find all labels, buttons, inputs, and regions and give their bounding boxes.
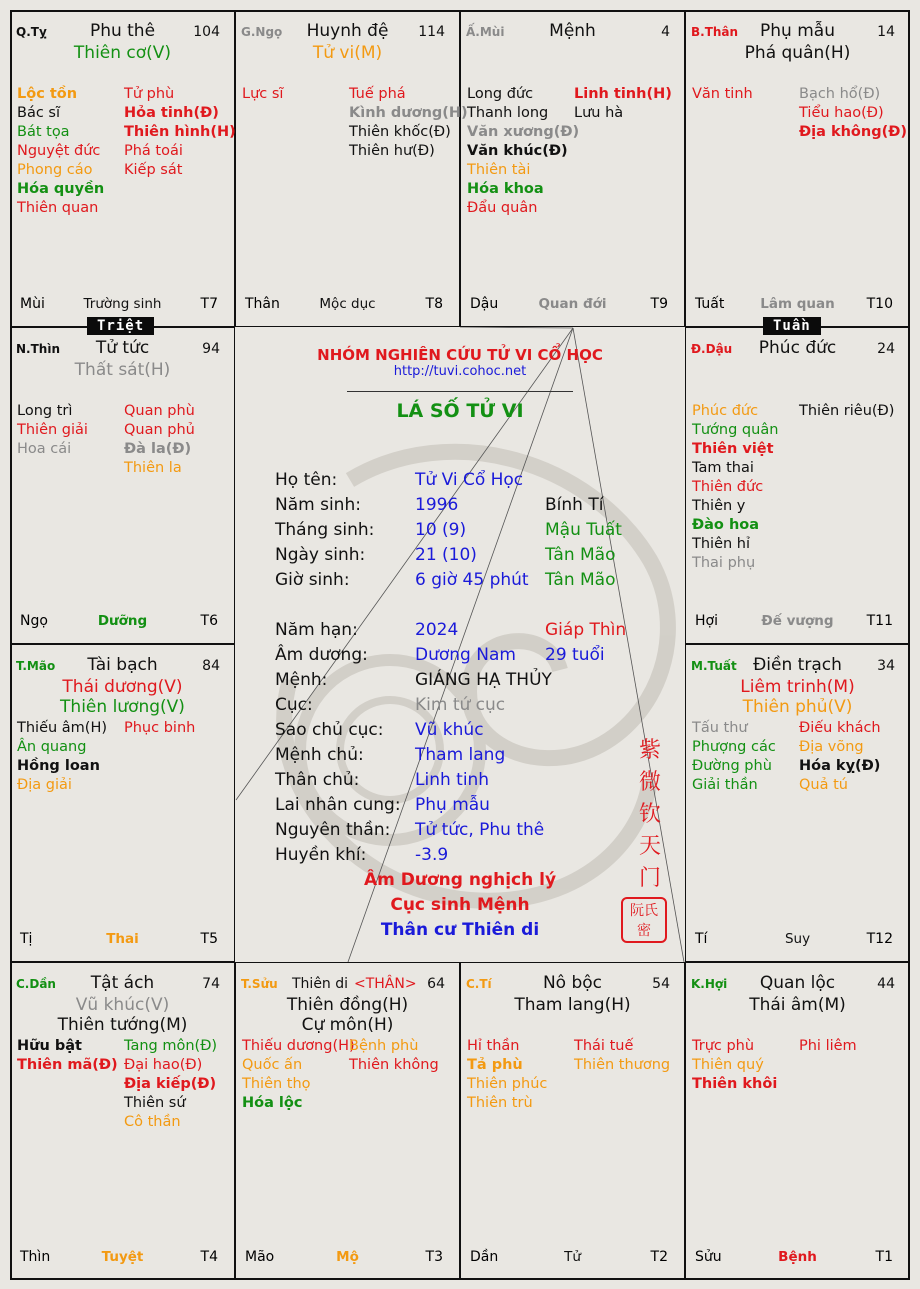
minor-star: Thiên thương bbox=[574, 1057, 671, 1073]
minor-star: Tang môn(Đ) bbox=[124, 1038, 218, 1054]
life-stage: Mộc dục bbox=[319, 296, 376, 312]
palace-period: T5 bbox=[200, 931, 218, 947]
minor-stars-right bbox=[799, 402, 894, 421]
minor-star: Thiên y bbox=[692, 498, 746, 514]
info-value: Tử tức, Phu thê bbox=[415, 820, 545, 840]
palace-number: 44 bbox=[877, 976, 895, 992]
minor-stars-right bbox=[799, 1037, 857, 1056]
minor-stars-left bbox=[467, 85, 579, 218]
red-stamp bbox=[621, 897, 667, 943]
life-stage: Lâm quan bbox=[760, 296, 835, 312]
palace-period: T8 bbox=[425, 296, 443, 312]
info-value: Tử Vi Cổ Học bbox=[415, 470, 524, 490]
palace-period: T12 bbox=[866, 931, 893, 947]
info-value: Linh tinh bbox=[415, 770, 490, 790]
palace-period: T7 bbox=[200, 296, 218, 312]
minor-stars-left bbox=[692, 402, 778, 573]
palace-footer bbox=[686, 296, 909, 316]
palace-period: T3 bbox=[425, 1249, 443, 1265]
minor-stars-right bbox=[349, 85, 468, 161]
life-stage: Trường sinh bbox=[83, 296, 162, 312]
palace-stem-branch: Ấ.Mùi bbox=[466, 25, 505, 39]
major-star: Phá quân(H) bbox=[744, 43, 851, 63]
minor-star: Địa giải bbox=[17, 777, 72, 793]
minor-star: Lưu hà bbox=[574, 105, 624, 121]
palace-stem-branch: T.Sửu bbox=[241, 977, 278, 991]
branch-label: Dần bbox=[470, 1249, 499, 1265]
palace-footer bbox=[461, 296, 684, 316]
seal-char-4: 天 bbox=[638, 834, 661, 859]
minor-star: Thiên tài bbox=[467, 162, 531, 178]
minor-star: Điếu khách bbox=[799, 720, 881, 736]
branch-label: Tí bbox=[695, 931, 708, 947]
stamp-text: 阮氏密 bbox=[630, 903, 658, 939]
org-url[interactable]: http://tuvi.cohoc.net bbox=[393, 364, 527, 379]
info-value: 1996 bbox=[415, 495, 459, 515]
major-star: Tử vi(M) bbox=[312, 43, 383, 63]
minor-star: Đại hao(Đ) bbox=[124, 1057, 203, 1073]
branch-label: Thân bbox=[245, 296, 280, 312]
info-extra: Tân Mão bbox=[545, 570, 616, 590]
info-label: Mệnh: bbox=[275, 670, 328, 690]
palace-period: T2 bbox=[650, 1249, 668, 1265]
palace-name: Quan lộc bbox=[759, 973, 836, 993]
seal-text bbox=[633, 735, 667, 895]
branch-label: Ngọ bbox=[20, 613, 48, 629]
palace-name: Mệnh bbox=[549, 21, 596, 41]
minor-star: Hóa lộc bbox=[242, 1095, 303, 1111]
branch-label: Sửu bbox=[695, 1249, 722, 1265]
info-label: Tháng sinh: bbox=[275, 520, 375, 540]
branch-label: Dậu bbox=[470, 296, 499, 312]
minor-star: Địa võng bbox=[799, 739, 864, 755]
org-name: NHÓM NGHIÊN CỨU TỬ VI CỔ HỌC bbox=[317, 346, 603, 364]
palace-number: 114 bbox=[418, 24, 445, 40]
branch-label: Tị bbox=[20, 931, 33, 947]
minor-star: Kình dương(H) bbox=[349, 105, 468, 121]
info-label: Huyền khí: bbox=[275, 845, 367, 865]
minor-star: Hoa cái bbox=[17, 441, 72, 457]
minor-star: Cô thần bbox=[124, 1114, 181, 1130]
palace-name: Phu thê bbox=[89, 21, 156, 41]
minor-star: Hồng loan bbox=[17, 758, 100, 774]
minor-star: Phúc đức bbox=[692, 403, 759, 419]
minor-stars-left bbox=[17, 719, 107, 795]
minor-star: Linh tinh(H) bbox=[574, 86, 672, 102]
palace-tuat[interactable] bbox=[685, 644, 910, 962]
life-stage: Đế vượng bbox=[761, 613, 834, 629]
palace-number: 4 bbox=[661, 24, 670, 40]
info-value: -3.9 bbox=[415, 845, 449, 865]
minor-stars-right bbox=[124, 85, 236, 180]
chart-title: LÁ SỐ TỬ VI bbox=[396, 400, 524, 422]
palace-stem-branch: C.Tí bbox=[466, 977, 492, 991]
info-label: Năm hạn: bbox=[275, 620, 358, 640]
minor-star: Trực phù bbox=[692, 1038, 755, 1054]
minor-star: Phá toái bbox=[124, 143, 183, 159]
info-extra: Bính Tí bbox=[545, 495, 604, 515]
minor-star: Thiên hình(H) bbox=[124, 124, 236, 140]
minor-star: Thái tuế bbox=[574, 1038, 634, 1054]
minor-star: Bạch hổ(Đ) bbox=[799, 86, 881, 102]
minor-star: Tử phù bbox=[124, 86, 175, 102]
info-value: GIÁNG HẠ THỦY bbox=[415, 670, 552, 690]
palace-period: T10 bbox=[866, 296, 893, 312]
seal-char-2: 微 bbox=[638, 770, 661, 795]
palace-footer bbox=[686, 1249, 909, 1269]
major-star: Thiên đồng(H) bbox=[286, 995, 409, 1015]
palace-name: Tật ách bbox=[90, 973, 155, 993]
info-extra: Giáp Thìn bbox=[545, 620, 627, 640]
minor-star: Thai phụ bbox=[692, 555, 756, 571]
info-value: Tham lang bbox=[415, 745, 506, 765]
branch-label: Hợi bbox=[695, 613, 718, 629]
palace-stem-branch: M.Tuất bbox=[691, 659, 737, 673]
palace-stem-branch: K.Hợi bbox=[691, 977, 728, 991]
info-value: 6 giờ 45 phút bbox=[415, 570, 529, 590]
major-star: Tham lang(H) bbox=[514, 995, 631, 1015]
minor-star: Văn tinh bbox=[692, 86, 753, 102]
minor-star: Thiên đức bbox=[692, 479, 764, 495]
palace-footer bbox=[461, 1249, 684, 1269]
minor-stars-left bbox=[242, 1037, 355, 1113]
palace-stem-branch: B.Thân bbox=[691, 25, 739, 39]
palace-number: 64 bbox=[427, 976, 445, 992]
minor-stars-right bbox=[349, 1037, 439, 1075]
minor-star: Hỏa tinh(Đ) bbox=[124, 105, 219, 121]
minor-star: Đào hoa bbox=[692, 517, 760, 533]
palace-ti[interactable] bbox=[460, 962, 685, 1280]
palace-footer bbox=[236, 296, 459, 316]
info-label: Cục: bbox=[275, 695, 313, 715]
minor-star: Ân quang bbox=[17, 739, 87, 755]
life-stage: Tử bbox=[564, 1249, 581, 1265]
branch-label: Mão bbox=[245, 1249, 275, 1265]
minor-stars-left bbox=[17, 85, 104, 218]
minor-star: Thiên giải bbox=[17, 422, 88, 438]
life-stage: Thai bbox=[106, 931, 139, 947]
minor-stars-left bbox=[692, 85, 753, 104]
info-label: Họ tên: bbox=[275, 470, 338, 490]
minor-star: Tuế phá bbox=[349, 86, 406, 102]
life-stage: Suy bbox=[784, 931, 811, 947]
palace-name: Thiên di bbox=[292, 976, 349, 992]
info-label: Ngày sinh: bbox=[275, 545, 366, 565]
palace-footer bbox=[11, 296, 234, 316]
palace-thin[interactable] bbox=[10, 327, 235, 644]
minor-stars-left bbox=[17, 402, 88, 459]
life-stage: Bệnh bbox=[778, 1249, 817, 1265]
info-value: Phụ mẫu bbox=[415, 795, 490, 815]
minor-star: Tiểu hao(Đ) bbox=[799, 105, 884, 121]
palace-ngo[interactable] bbox=[235, 10, 468, 327]
palace-dan[interactable] bbox=[10, 962, 235, 1280]
info-label: Âm dương: bbox=[275, 645, 368, 665]
palace-period: T6 bbox=[200, 613, 218, 629]
minor-star: Giải thần bbox=[692, 777, 758, 793]
minor-star: Kiếp sát bbox=[124, 162, 183, 178]
palace-name: Phúc đức bbox=[758, 338, 837, 358]
palace-number: 94 bbox=[202, 341, 220, 357]
center-note: Cục sinh Mệnh bbox=[390, 895, 530, 915]
minor-star: Thiên không bbox=[349, 1057, 439, 1073]
major-star: Vũ khúc(V) bbox=[75, 995, 170, 1015]
palace-than[interactable] bbox=[685, 10, 910, 327]
palace-footer bbox=[11, 613, 234, 633]
minor-star: Thiên phúc bbox=[467, 1076, 548, 1092]
palace-name: Tử tức bbox=[95, 338, 150, 358]
branch-label: Tuất bbox=[695, 296, 725, 312]
info-label: Mệnh chủ: bbox=[275, 745, 364, 765]
minor-star: Văn xương(Đ) bbox=[467, 124, 580, 140]
minor-star: Quốc ấn bbox=[242, 1057, 303, 1073]
minor-stars-right bbox=[799, 85, 907, 142]
minor-stars-right bbox=[574, 85, 672, 123]
info-value: 2024 bbox=[415, 620, 459, 640]
palace-stem-branch: Đ.Dậu bbox=[691, 342, 733, 356]
minor-star: Tả phù bbox=[467, 1057, 523, 1073]
minor-star: Thiên mã(Đ) bbox=[17, 1057, 118, 1073]
life-stage: Tuyệt bbox=[101, 1249, 144, 1265]
tuan-marker: Tuần bbox=[763, 317, 821, 335]
minor-stars-left bbox=[17, 1037, 118, 1075]
palace-number: 84 bbox=[202, 658, 220, 674]
palace-mui[interactable] bbox=[460, 10, 685, 327]
palace-name: Tài bạch bbox=[87, 655, 158, 675]
minor-star: Tướng quân bbox=[692, 422, 779, 438]
minor-star: Thiên la bbox=[124, 460, 182, 476]
minor-star: Văn khúc(Đ) bbox=[467, 143, 568, 159]
palace-footer bbox=[11, 931, 234, 951]
branch-label: Mùi bbox=[20, 296, 45, 312]
minor-star: Lộc tồn bbox=[17, 86, 78, 102]
major-star: Thiên phủ(V) bbox=[742, 697, 853, 717]
minor-star: Thiên riêu(Đ) bbox=[799, 403, 895, 419]
minor-star: Thiên thọ bbox=[242, 1076, 311, 1092]
info-value: 10 (9) bbox=[415, 520, 467, 540]
minor-stars-left bbox=[692, 1037, 777, 1094]
minor-star: Quan phù bbox=[124, 403, 195, 419]
minor-star: Thiên quan bbox=[17, 200, 99, 216]
triet-marker: Triệt bbox=[87, 317, 154, 335]
palace-mao[interactable] bbox=[10, 644, 235, 962]
center-note: Thân cư Thiên di bbox=[380, 920, 540, 940]
minor-star: Tam thai bbox=[692, 460, 754, 476]
major-star: Thái dương(V) bbox=[62, 677, 183, 697]
palace-footer bbox=[686, 931, 909, 951]
minor-star: Bác sĩ bbox=[17, 105, 60, 121]
minor-star: Phượng các bbox=[692, 739, 776, 755]
minor-star: Đường phù bbox=[692, 758, 772, 774]
palace-period: T4 bbox=[200, 1249, 218, 1265]
palace-stem-branch: T.Mão bbox=[16, 659, 56, 673]
branch-label: Thìn bbox=[20, 1249, 51, 1265]
palace-name: Huynh đệ bbox=[306, 21, 389, 41]
palace-stem-branch: Q.Tỵ bbox=[16, 25, 47, 39]
palace-stem-branch: G.Ngọ bbox=[241, 25, 283, 39]
palace-name: Điền trạch bbox=[753, 655, 842, 675]
minor-star: Hữu bật bbox=[17, 1038, 82, 1054]
minor-star: Hóa quyền bbox=[17, 181, 105, 197]
major-star: Cự môn(H) bbox=[301, 1015, 394, 1035]
minor-star: Bệnh phù bbox=[349, 1038, 419, 1054]
minor-stars-right bbox=[574, 1037, 670, 1075]
info-value: 21 (10) bbox=[415, 545, 477, 565]
palace-footer bbox=[236, 1249, 459, 1269]
palace-number: 74 bbox=[202, 976, 220, 992]
minor-star: Phi liêm bbox=[799, 1038, 857, 1054]
minor-star: Quan phủ bbox=[124, 422, 195, 438]
minor-star: Đẩu quân bbox=[467, 200, 538, 216]
palace-stem-branch: C.Dần bbox=[16, 977, 56, 991]
info-value: Vũ khúc bbox=[415, 720, 484, 740]
info-value: Dương Nam bbox=[415, 645, 516, 665]
minor-star: Phong cáo bbox=[17, 162, 93, 178]
info-label: Giờ sinh: bbox=[275, 570, 350, 590]
seal-char-1: 紫 bbox=[638, 738, 661, 763]
minor-star: Thiếu dương(H) bbox=[242, 1038, 355, 1054]
palace-number: 34 bbox=[877, 658, 895, 674]
info-label: Thân chủ: bbox=[275, 770, 360, 790]
minor-star: Thiên hư(Đ) bbox=[349, 143, 435, 159]
minor-star: Thiếu âm(H) bbox=[17, 720, 108, 736]
minor-star: Bát tọa bbox=[17, 124, 70, 140]
palace-period: T9 bbox=[650, 296, 668, 312]
title-divider bbox=[347, 391, 573, 392]
minor-stars-left bbox=[692, 719, 776, 795]
life-stage: Mộ bbox=[336, 1249, 359, 1265]
minor-stars-right bbox=[124, 402, 195, 478]
center-note: Âm Dương nghịch lý bbox=[363, 870, 557, 890]
minor-star: Địa không(Đ) bbox=[799, 124, 907, 140]
major-star: Thiên cơ(V) bbox=[73, 43, 172, 63]
life-stage: Dưỡng bbox=[97, 613, 148, 629]
palace-name: Phụ mẫu bbox=[760, 21, 835, 41]
palace-dau[interactable] bbox=[685, 327, 910, 644]
minor-star: Thanh long bbox=[467, 105, 549, 121]
palace-hoi[interactable] bbox=[685, 962, 910, 1280]
info-value: Kim tứ cục bbox=[415, 695, 506, 715]
center-panel bbox=[235, 327, 685, 962]
palace-footer bbox=[11, 1249, 234, 1269]
palace-stem-branch: N.Thìn bbox=[16, 342, 60, 356]
minor-star: Thiên quý bbox=[692, 1057, 764, 1073]
info-extra: 29 tuổi bbox=[545, 645, 605, 665]
minor-star: Hỉ thần bbox=[467, 1038, 520, 1054]
palace-period: T11 bbox=[866, 613, 893, 629]
minor-stars-left bbox=[467, 1037, 547, 1113]
minor-star: Thiên khôi bbox=[692, 1076, 778, 1092]
seal-char-5: 门 bbox=[638, 866, 661, 891]
minor-star: Thiên việt bbox=[692, 441, 774, 457]
than-marker: <THÂN> bbox=[354, 976, 417, 992]
palace-ty[interactable] bbox=[10, 10, 235, 327]
minor-stars-right bbox=[124, 1037, 217, 1132]
major-star: Thiên tướng(M) bbox=[57, 1015, 188, 1035]
minor-stars-left bbox=[242, 85, 283, 104]
minor-star: Tấu thư bbox=[692, 720, 748, 736]
info-label: Nguyên thần: bbox=[275, 820, 391, 840]
info-label: Lai nhân cung: bbox=[275, 795, 401, 815]
palace-period: T1 bbox=[875, 1249, 893, 1265]
minor-star: Thiên trù bbox=[467, 1095, 533, 1111]
minor-star: Nguyệt đức bbox=[17, 143, 101, 159]
minor-star: Lực sĩ bbox=[242, 86, 284, 102]
major-star: Thiên lương(V) bbox=[60, 697, 185, 717]
major-star: Thái âm(M) bbox=[749, 995, 846, 1015]
major-star: Thất sát(H) bbox=[74, 360, 171, 380]
palace-number: 54 bbox=[652, 976, 670, 992]
major-star: Liêm trinh(M) bbox=[740, 677, 855, 697]
palace-number: 104 bbox=[193, 24, 220, 40]
info-extra: Mậu Tuất bbox=[545, 520, 622, 540]
palace-number: 24 bbox=[877, 341, 895, 357]
minor-star: Địa kiếp(Đ) bbox=[124, 1076, 217, 1092]
seal-char-3: 钦 bbox=[638, 802, 661, 827]
minor-star: Long đức bbox=[467, 86, 534, 102]
minor-star: Phục binh bbox=[124, 720, 196, 736]
info-label: Năm sinh: bbox=[275, 495, 361, 515]
minor-star: Hóa khoa bbox=[467, 181, 544, 197]
life-stage: Quan đới bbox=[538, 296, 607, 312]
info-extra: Tân Mão bbox=[545, 545, 616, 565]
minor-star: Đà la(Đ) bbox=[124, 441, 192, 457]
minor-stars-right bbox=[799, 719, 881, 795]
palace-number: 14 bbox=[877, 24, 895, 40]
palace-name: Nô bộc bbox=[542, 973, 603, 993]
minor-star: Thiên sứ bbox=[124, 1095, 186, 1111]
minor-stars-right bbox=[124, 719, 195, 738]
minor-star: Long trì bbox=[17, 403, 73, 419]
minor-star: Quả tú bbox=[799, 777, 848, 793]
minor-star: Thiên hỉ bbox=[692, 536, 751, 552]
info-label: Sao chủ cục: bbox=[275, 720, 384, 740]
minor-star: Hóa kỵ(Đ) bbox=[799, 758, 881, 774]
palace-footer bbox=[686, 613, 909, 633]
minor-star: Thiên khốc(Đ) bbox=[349, 124, 451, 140]
palace-suu[interactable] bbox=[235, 962, 460, 1280]
